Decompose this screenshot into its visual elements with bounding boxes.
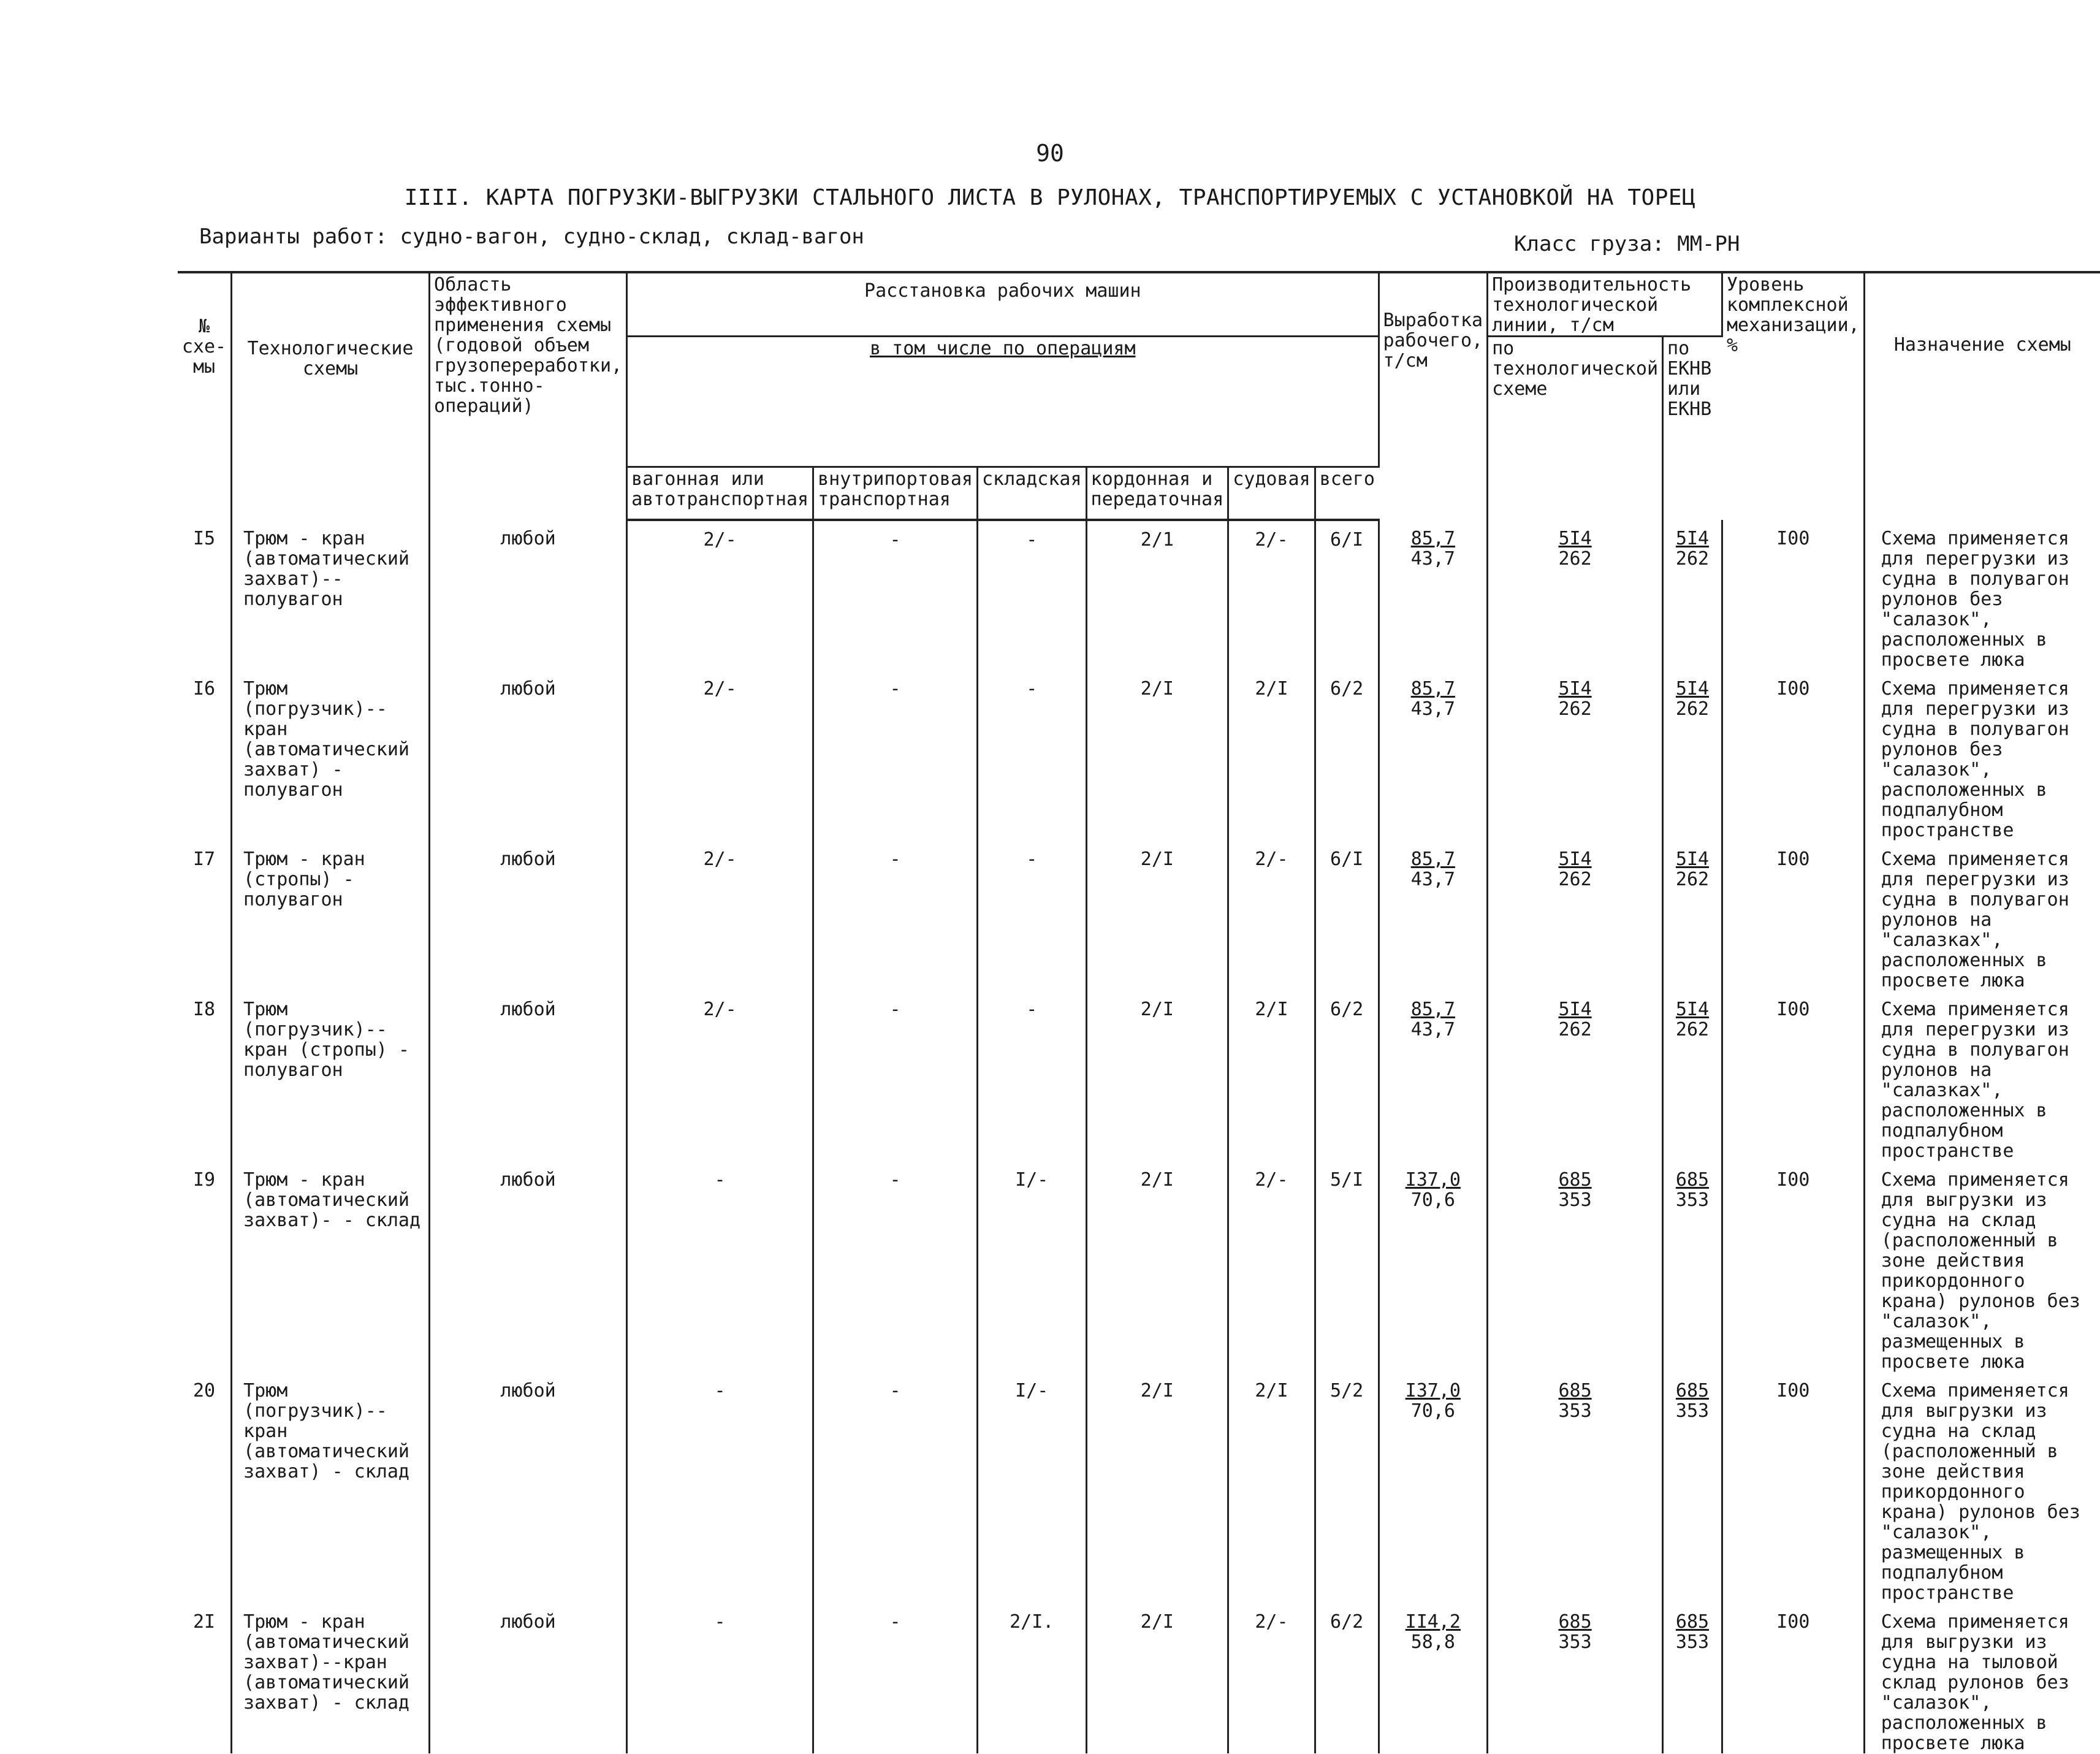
worker-output-numerator: 85,7 — [1410, 999, 1455, 1020]
scheme-purpose: Схема применяется для перегрузки из судна в полувагон рулонов на "салазках", расположенных в подпалубном пространстве — [1881, 999, 2069, 1162]
worker-output — [1379, 1161, 1488, 1372]
scheme-purpose: Схема применяется для перегрузки из судна в полувагон рулонов без "салазок", расположенных в просвете люка — [1881, 528, 2069, 671]
scheme-purpose: Схема применяется для выгрузки из судна на склад (расположенный в зоне действия прикордонного крана) рулонов без "салазок", размещенных в подпалубном пространстве — [1881, 1380, 2080, 1604]
mechanization-level: I00 — [1722, 1372, 1864, 1603]
scheme-description: Трюм (погрузчик)--кран (автоматический захват) - полувагон — [232, 670, 430, 841]
machines-wagon: 2/- — [627, 520, 813, 670]
machines-total: 6/I — [1315, 841, 1379, 991]
productivity-by-eknv-denominator: 262 — [1675, 1019, 1710, 1040]
table-row — [178, 991, 2100, 1161]
worker-output-numerator: II4,2 — [1405, 1611, 1461, 1633]
machines-ship: 2/I — [1228, 991, 1315, 1161]
table-row — [178, 841, 2100, 991]
productivity-by-scheme — [1488, 991, 1663, 1161]
worker-output-numerator: I37,0 — [1405, 1169, 1461, 1191]
worker-output — [1379, 670, 1488, 841]
table-row — [178, 520, 2100, 670]
productivity-by-eknv — [1663, 991, 1722, 1161]
worker-output-denominator: 43,7 — [1410, 698, 1455, 720]
machines-ship: 2/- — [1228, 841, 1315, 991]
machines-ship: 2/- — [1228, 520, 1315, 670]
scheme-description: Трюм - кран (стропы) - полувагон — [232, 841, 430, 991]
work-variants: Варианты работ: судно-вагон, судно-склад, склад-вагон — [199, 224, 864, 249]
productivity-by-eknv-denominator: 353 — [1675, 1189, 1710, 1211]
header-area: Область эффективного применения схемы (годовой объем грузопереработки, тыс.тонно-операций) — [430, 272, 627, 520]
machines-intraport: - — [813, 1372, 978, 1603]
application-area: любой — [430, 520, 627, 670]
header-productivity: Производительность технологической линии, т/см — [1488, 272, 1722, 337]
header-warehouse: складская — [977, 467, 1086, 520]
worker-output-denominator: 70,6 — [1410, 1400, 1455, 1422]
scheme-description: Трюм - кран (автоматический захват)--кран (автоматический захват) - склад — [232, 1603, 430, 1753]
scheme-purpose: Схема применяется для выгрузки из судна на склад (расположенный в зоне действия прикордонного крана) рулонов без "салазок", размещенных в просвете люка — [1881, 1169, 2080, 1373]
scheme-number: I7 — [178, 841, 232, 991]
cargo-class: Класс груза: ММ-РН — [1514, 232, 1740, 256]
machines-cordon: 2/1 — [1086, 520, 1228, 670]
machines-warehouse: 2/I. — [977, 1603, 1086, 1753]
productivity-by-eknv-numerator: 5I4 — [1675, 848, 1710, 870]
mechanization-level: I00 — [1722, 841, 1864, 991]
header-mech: Уровень комплексной механизации, % — [1722, 272, 1864, 520]
worker-output-denominator: 43,7 — [1410, 869, 1455, 890]
worker-output — [1379, 1603, 1488, 1753]
productivity-by-eknv — [1663, 520, 1722, 670]
machines-wagon: - — [627, 1161, 813, 1372]
productivity-by-eknv — [1663, 1372, 1722, 1603]
productivity-by-eknv-numerator: 5I4 — [1675, 678, 1710, 700]
machines-warehouse: I/- — [977, 1161, 1086, 1372]
machines-warehouse: - — [977, 991, 1086, 1161]
productivity-by-eknv-denominator: 353 — [1675, 1631, 1710, 1653]
productivity-by-scheme — [1488, 1603, 1663, 1753]
machines-warehouse: - — [977, 841, 1086, 991]
scheme-description: Трюм - кран (автоматический захват)--полувагон — [232, 520, 430, 670]
document-title: IIII. КАРТА ПОГРУЗКИ-ВЫГРУЗКИ СТАЛЬНОГО ЛИСТА В РУЛОНАХ, ТРАНСПОРТИРУЕМЫХ С УСТАНОВКОЙ НА ТОРЕЦ — [404, 185, 1696, 210]
productivity-by-eknv-numerator: 5I4 — [1675, 999, 1710, 1020]
productivity-by-eknv — [1663, 1603, 1722, 1753]
worker-output — [1379, 991, 1488, 1161]
productivity-by-scheme — [1488, 520, 1663, 670]
productivity-by-scheme-denominator: 262 — [1558, 698, 1592, 720]
scheme-description: Трюм - кран (автоматический захват)- - склад — [232, 1161, 430, 1372]
productivity-by-scheme-numerator: 685 — [1558, 1169, 1592, 1191]
machines-ship: 2/I — [1228, 1372, 1315, 1603]
scheme-description: Трюм (погрузчик)-- кран (стропы) - полувагон — [232, 991, 430, 1161]
productivity-by-scheme — [1488, 1161, 1663, 1372]
productivity-by-scheme-numerator: 685 — [1558, 1611, 1592, 1633]
machines-cordon: 2/I — [1086, 991, 1228, 1161]
scheme-number: I8 — [178, 991, 232, 1161]
machines-wagon: 2/- — [627, 991, 813, 1161]
scheme-number: I5 — [178, 520, 232, 670]
productivity-by-scheme — [1488, 1372, 1663, 1603]
worker-output — [1379, 841, 1488, 991]
worker-output-numerator: 85,7 — [1410, 678, 1455, 700]
header-cordon: кордонная и передаточная — [1086, 467, 1228, 520]
scheme-description: Трюм (погрузчик)--кран (автоматический захват) - склад — [232, 1372, 430, 1603]
productivity-by-scheme-denominator: 353 — [1558, 1631, 1592, 1653]
application-area: любой — [430, 1603, 627, 1753]
productivity-by-eknv — [1663, 841, 1722, 991]
scheme-purpose: Схема применяется для перегрузки из судна в полувагон рулонов без "салазок", расположенных в подпалубном пространстве — [1881, 678, 2069, 841]
application-area: любой — [430, 1372, 627, 1603]
productivity-by-eknv-denominator: 262 — [1675, 548, 1710, 570]
machines-ship: 2/I — [1228, 670, 1315, 841]
machines-wagon: 2/- — [627, 841, 813, 991]
header-num: № схе-мы — [178, 272, 232, 520]
header-total: всего — [1315, 467, 1379, 520]
table-row — [178, 1161, 2100, 1372]
mechanization-level: I00 — [1722, 1161, 1864, 1372]
application-area: любой — [430, 1161, 627, 1372]
productivity-by-scheme-denominator: 353 — [1558, 1400, 1592, 1422]
header-schemes: Технологические схемы — [232, 272, 430, 520]
productivity-by-scheme — [1488, 841, 1663, 991]
worker-output-denominator: 43,7 — [1410, 1019, 1455, 1040]
machines-total: 6/I — [1315, 520, 1379, 670]
scheme-number: I9 — [178, 1161, 232, 1372]
machines-cordon: 2/I — [1086, 670, 1228, 841]
productivity-by-scheme-denominator: 262 — [1558, 1019, 1592, 1040]
productivity-by-eknv-denominator: 353 — [1675, 1400, 1710, 1422]
productivity-by-eknv-numerator: 685 — [1675, 1611, 1710, 1633]
page-number: 90 — [1036, 140, 1064, 167]
worker-output-denominator: 58,8 — [1410, 1631, 1455, 1653]
schemes-table — [178, 271, 2100, 1753]
productivity-by-scheme-denominator: 262 — [1558, 548, 1592, 570]
productivity-by-scheme-numerator: 5I4 — [1558, 848, 1592, 870]
productivity-by-scheme-denominator: 262 — [1558, 869, 1592, 890]
header-wagon: вагонная или автотранспортная — [627, 467, 813, 520]
productivity-by-eknv-numerator: 685 — [1675, 1169, 1710, 1191]
scheme-number: 20 — [178, 1372, 232, 1603]
worker-output — [1379, 520, 1488, 670]
productivity-by-scheme-numerator: 5I4 — [1558, 528, 1592, 549]
machines-intraport: - — [813, 670, 978, 841]
machines-total: 6/2 — [1315, 991, 1379, 1161]
machines-total: 5/2 — [1315, 1372, 1379, 1603]
productivity-by-scheme-numerator: 685 — [1558, 1380, 1592, 1401]
header-intraport: внутрипортовая транспортная — [813, 467, 978, 520]
scheme-number: I6 — [178, 670, 232, 841]
machines-total: 5/I — [1315, 1161, 1379, 1372]
header-purpose: Назначение схемы — [1864, 272, 2100, 520]
mechanization-level: I00 — [1722, 670, 1864, 841]
machines-ship: 2/- — [1228, 1603, 1315, 1753]
machines-intraport: - — [813, 841, 978, 991]
productivity-by-eknv-numerator: 5I4 — [1675, 528, 1710, 549]
scheme-purpose: Схема применяется для перегрузки из судна в полувагон рулонов на "салазках", расположенных в просвете люка — [1881, 848, 2069, 991]
header-output: Выработка рабочего, т/см — [1379, 272, 1488, 520]
header-placement: Расстановка рабочих машин — [627, 272, 1379, 337]
worker-output-numerator: 85,7 — [1410, 528, 1455, 549]
application-area: любой — [430, 670, 627, 841]
machines-intraport: - — [813, 1161, 978, 1372]
machines-cordon: 2/I — [1086, 1603, 1228, 1753]
table-row — [178, 670, 2100, 841]
worker-output-numerator: I37,0 — [1405, 1380, 1461, 1401]
machines-intraport: - — [813, 1603, 978, 1753]
table-row — [178, 1603, 2100, 1753]
productivity-by-scheme-numerator: 5I4 — [1558, 999, 1592, 1020]
table-row — [178, 1372, 2100, 1603]
machines-cordon: 2/I — [1086, 1372, 1228, 1603]
header-ship: судовая — [1228, 467, 1315, 520]
machines-warehouse: I/- — [977, 1372, 1086, 1603]
machines-wagon: - — [627, 1603, 813, 1753]
worker-output — [1379, 1372, 1488, 1603]
productivity-by-eknv — [1663, 670, 1722, 841]
mechanization-level: I00 — [1722, 1603, 1864, 1753]
machines-wagon: 2/- — [627, 670, 813, 841]
machines-cordon: 2/I — [1086, 841, 1228, 991]
application-area: любой — [430, 841, 627, 991]
productivity-by-eknv-denominator: 262 — [1675, 869, 1710, 890]
productivity-by-scheme-denominator: 353 — [1558, 1189, 1592, 1211]
productivity-by-eknv-denominator: 262 — [1675, 698, 1710, 720]
productivity-by-eknv — [1663, 1161, 1722, 1372]
scheme-purpose: Схема применяется для выгрузки из судна на тыловой склад рулонов без "салазок", расположенных в просвете люка — [1881, 1611, 2069, 1754]
machines-ship: 2/- — [1228, 1161, 1315, 1372]
mechanization-level: I00 — [1722, 991, 1864, 1161]
machines-total: 6/2 — [1315, 1603, 1379, 1753]
productivity-by-scheme-numerator: 5I4 — [1558, 678, 1592, 700]
machines-cordon: 2/I — [1086, 1161, 1228, 1372]
worker-output-numerator: 85,7 — [1410, 848, 1455, 870]
machines-warehouse: - — [977, 670, 1086, 841]
header-by-eknv: по ЕКНВ или ЕКНВ — [1667, 338, 1712, 420]
header-incl-ops: в том числе по операциям — [627, 337, 1379, 467]
machines-warehouse: - — [977, 520, 1086, 670]
worker-output-denominator: 70,6 — [1410, 1189, 1455, 1211]
machines-wagon: - — [627, 1372, 813, 1603]
machines-total: 6/2 — [1315, 670, 1379, 841]
mechanization-level: I00 — [1722, 520, 1864, 670]
worker-output-denominator: 43,7 — [1410, 548, 1455, 570]
machines-intraport: - — [813, 991, 978, 1161]
header-by-scheme: по технологической схеме — [1488, 337, 1663, 520]
scheme-number: 2I — [178, 1603, 232, 1753]
application-area: любой — [430, 991, 627, 1161]
productivity-by-scheme — [1488, 670, 1663, 841]
machines-intraport: - — [813, 520, 978, 670]
productivity-by-eknv-numerator: 685 — [1675, 1380, 1710, 1401]
